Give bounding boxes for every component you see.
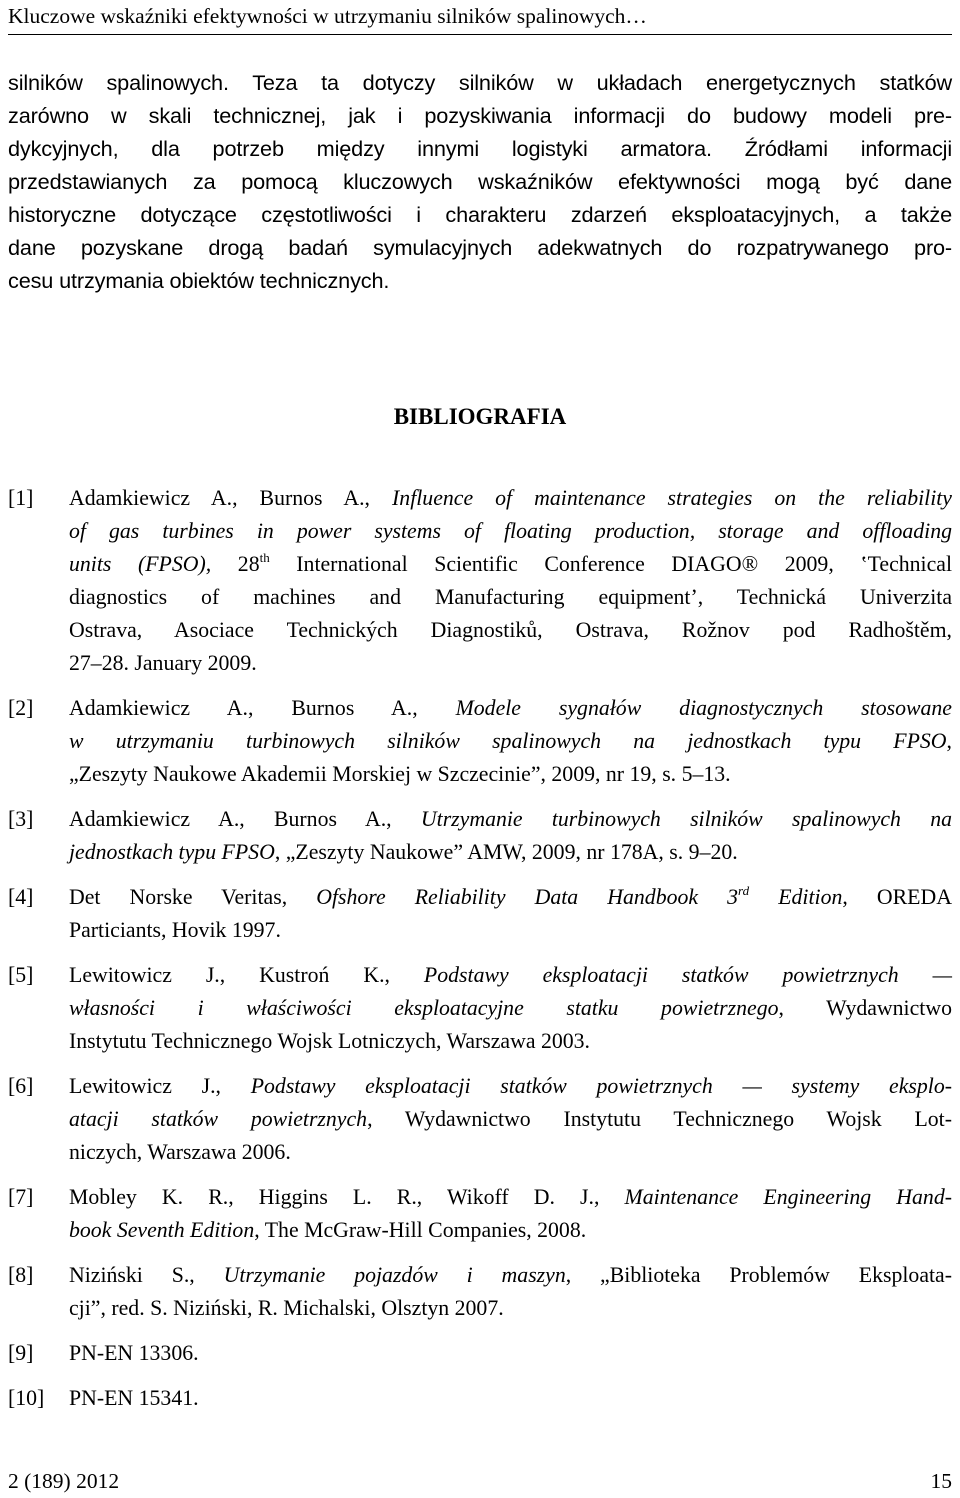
reference-number: [8] (8, 1263, 34, 1287)
reference-line (69, 1103, 952, 1136)
reference-text: Podstawy eksploatacji statków powietrznych — systemy eksplo- (250, 1074, 952, 1098)
reference-line (69, 1025, 952, 1058)
reference-item (8, 1337, 952, 1370)
reference-text: Podstawy eksploatacji statków powietrznych — (423, 963, 952, 987)
reference-text: Modele sygnałów diagnostycznych stosowane (455, 696, 952, 720)
reference-line (69, 803, 952, 836)
reference-text: 28 (237, 552, 260, 576)
reference-text: Instytutu Technicznego Wojsk Lotniczych, Warszawa 2003. (69, 1029, 590, 1053)
body-line: zarówno w skali technicznej, jak i pozyskiwania informacji do budowy modeli pre- (8, 103, 952, 128)
reference-text: Adamkiewicz A., Burnos A., (69, 807, 421, 831)
reference-text: niczych, Warszawa 2006. (69, 1140, 291, 1164)
reference-number: [7] (8, 1185, 34, 1209)
reference-line (69, 515, 952, 548)
reference-text: cji”, red. S. Niziński, R. Michalski, Olsztyn 2007. (69, 1296, 504, 1320)
reference-text: diagnostics of machines and Manufacturing equipment’, Technická Univerzita (69, 585, 952, 609)
reference-item (8, 803, 952, 869)
body-line: dane pozyskane drogą badań symulacyjnych adekwatnych do rozpatrywanego pro- (8, 235, 952, 260)
reference-number: [9] (8, 1341, 34, 1365)
reference-text: , OREDA (842, 885, 952, 909)
reference-text: , Wydawnictwo Instytutu Technicznego Wojsk Lot- (367, 1107, 952, 1131)
reference-text: , (946, 729, 952, 753)
reference-text: , „Biblioteka Problemów Eksploata- (565, 1263, 952, 1287)
header-rule (8, 34, 952, 35)
reference-text: Edition (749, 885, 843, 909)
reference-item (8, 1259, 952, 1325)
body-line: dykcyjnych, dla potrzeb między innymi logistyki armatora. Źródłami informacji (8, 136, 952, 161)
reference-text: Ostrava, Asociace Technických Diagnostiků, Ostrava, Rožnov pod Radhoštěm, (69, 618, 952, 642)
reference-number: [6] (8, 1074, 34, 1098)
reference-line (69, 581, 952, 614)
reference-number: [4] (8, 885, 34, 909)
reference-item (8, 959, 952, 1058)
reference-text: Adamkiewicz A., Burnos A., (69, 696, 456, 720)
reference-number: [2] (8, 696, 34, 720)
reference-number: [3] (8, 807, 34, 831)
reference-number: [1] (8, 486, 34, 510)
reference-line (69, 482, 952, 515)
reference-line (69, 1136, 952, 1169)
reference-text: Maintenance Engineering Hand- (624, 1185, 952, 1209)
reference-text: „Zeszyty Naukowe Akademii Morskiej w Szczecinie”, 2009, nr 19, s. 5–13. (69, 762, 731, 786)
reference-number: [5] (8, 963, 34, 987)
superscript-text: rd (738, 883, 750, 898)
reference-line (69, 914, 952, 947)
reference-item (8, 482, 952, 680)
reference-text: własności i właściwości eksploatacyjne statku powietrznego (69, 996, 779, 1020)
reference-text: Adamkiewicz A., Burnos A., (69, 486, 393, 510)
reference-text: Det Norske Veritas, (69, 885, 317, 909)
reference-text: Niziński S., (69, 1263, 224, 1287)
reference-text: PN-EN 13306. (69, 1341, 199, 1365)
reference-item (8, 692, 952, 791)
running-header: Kluczowe wskaźniki efektywności w utrzymaniu silników spalinowych… (8, 4, 647, 28)
reference-text: jednostkach typu FPSO (69, 840, 275, 864)
body-line: silników spalinowych. Teza ta dotyczy silników w układach energetycznych statków (8, 70, 952, 95)
body-paragraph (8, 66, 952, 297)
reference-line (69, 1181, 952, 1214)
reference-line (69, 725, 952, 758)
reference-line (69, 1382, 952, 1415)
reference-text: Lewitowicz J., (69, 1074, 251, 1098)
footer-page-number: 15 (930, 1469, 952, 1493)
reference-line (69, 992, 952, 1025)
reference-line (69, 692, 952, 725)
reference-line (69, 758, 952, 791)
reference-text: Influence of maintenance strategies on the reliability (392, 486, 952, 510)
reference-text: , Wydawnictwo (778, 996, 952, 1020)
reference-text: 27–28. January 2009. (69, 651, 257, 675)
reference-list (8, 482, 952, 1415)
reference-item (8, 1382, 952, 1415)
body-line: cesu utrzymania obiektów technicznych. (8, 268, 390, 293)
reference-text: Ofshore Reliability Data Handbook 3 (316, 885, 739, 909)
reference-line (69, 1070, 952, 1103)
reference-text: , „Zeszyty Naukowe” AMW, 2009, nr 178A, s. 9–20. (274, 840, 738, 864)
reference-line (69, 1337, 952, 1370)
body-line: przedstawianych za pomocą kluczowych wskaźników efektywności mogą być dane (8, 169, 952, 194)
reference-text: International Scientific Conference DIAGO® 2009, ‛Technical (269, 552, 953, 576)
reference-line (69, 959, 952, 992)
superscript-text: th (259, 550, 270, 565)
reference-line (69, 1292, 952, 1325)
reference-text: of gas turbines in power systems of floating production, storage and offloading (69, 519, 952, 543)
reference-text: Utrzymanie pojazdów i maszyn (223, 1263, 566, 1287)
reference-line (69, 548, 952, 581)
reference-line (69, 1214, 952, 1247)
reference-line (69, 1259, 952, 1292)
reference-text: , The McGraw-Hill Companies, 2008. (254, 1218, 587, 1242)
body-line: historyczne dotyczące częstotliwości i charakteru zdarzeń eksploatacyjnych, a także (8, 202, 952, 227)
reference-line (69, 836, 952, 869)
reference-text: units (FPSO), (69, 552, 238, 576)
reference-number: [10] (8, 1386, 45, 1410)
reference-item (8, 881, 952, 947)
reference-text: book Seventh Edition (69, 1218, 255, 1242)
bibliography-heading: BIBLIOGRAFIA (393, 404, 567, 429)
reference-item (8, 1181, 952, 1247)
reference-text: w utrzymaniu turbinowych silników spalinowych na jednostkach typu FPSO (69, 729, 947, 753)
reference-text: atacji statków powietrznych (69, 1107, 368, 1131)
reference-text: PN-EN 15341. (69, 1386, 199, 1410)
footer-issue: 2 (189) 2012 (8, 1469, 120, 1493)
reference-text: Mobley K. R., Higgins L. R., Wikoff D. J., (69, 1185, 625, 1209)
reference-line (69, 881, 952, 914)
reference-line (69, 647, 952, 680)
reference-line (69, 614, 952, 647)
reference-text: Utrzymanie turbinowych silników spalinowych na (420, 807, 952, 831)
reference-item (8, 1070, 952, 1169)
reference-text: Lewitowicz J., Kustroń K., (69, 963, 424, 987)
reference-text: Particiants, Hovik 1997. (69, 918, 281, 942)
